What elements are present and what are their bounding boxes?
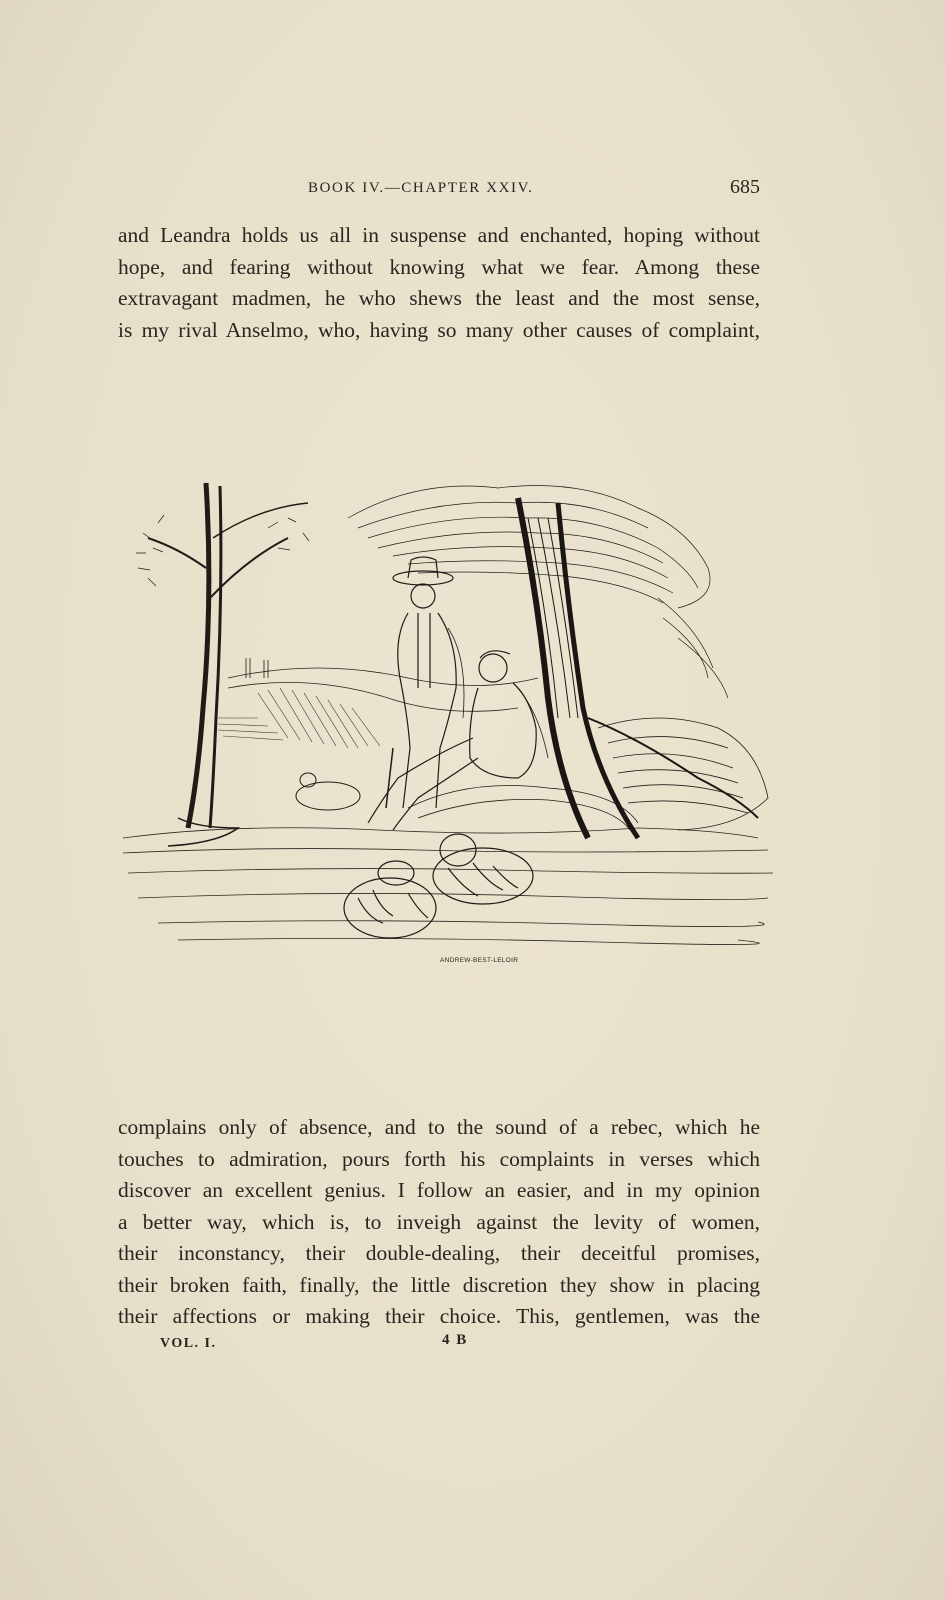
running-head: BOOK IV.—CHAPTER XXIV. — [308, 180, 534, 196]
big-tree-trunk — [518, 498, 758, 838]
ground — [123, 668, 773, 945]
text-line: touches to admiration, pours forth his complaints in verses which — [118, 1146, 760, 1171]
page-header — [118, 176, 760, 206]
text-line: hope, and fearing without knowing what we fear. Among these — [118, 254, 760, 279]
hill-hatching — [218, 688, 380, 748]
text-line: complains only of absence, and to the sound of a rebec, which he — [118, 1115, 760, 1139]
engraving-illustration — [118, 478, 778, 983]
distant-sheep — [296, 773, 360, 810]
left-tree — [136, 483, 309, 846]
paragraph-top — [118, 220, 760, 346]
engraver-signature: ANDREW-BEST-LELOIR — [440, 957, 519, 964]
page-number: 685 — [730, 176, 760, 198]
text-line: discover an excellent genius. I follow an easier, and in my opinion — [118, 1178, 760, 1202]
seated-shepherd-figure — [368, 651, 548, 830]
signature-mark: 4 B — [442, 1332, 468, 1348]
text-line: their broken faith, finally, the little discretion they show in placing — [118, 1272, 760, 1297]
volume-mark: VOL. I. — [160, 1336, 217, 1351]
text-line: extravagant madmen, he who shews the least and the most sense, — [118, 286, 760, 310]
text-line: is my rival Anselmo, who, having so many other causes of complaint, — [118, 317, 760, 342]
paragraph-bottom — [118, 1112, 760, 1333]
text-line: a better way, which is, to inveigh against the levity of women, — [118, 1209, 760, 1234]
standing-shepherd-figure — [386, 557, 464, 808]
text-line: and Leandra holds us all in suspense and enchanted, hoping without — [118, 223, 760, 247]
rock-mound — [408, 786, 638, 831]
distant-tower — [246, 658, 268, 678]
text-line: their inconstancy, their double-dealing, their deceitful promises, — [118, 1241, 760, 1265]
text-line: their affections or making their choice. This, gentlemen, was the — [118, 1304, 760, 1328]
big-tree-canopy — [348, 486, 728, 699]
page-footer — [160, 1332, 760, 1360]
